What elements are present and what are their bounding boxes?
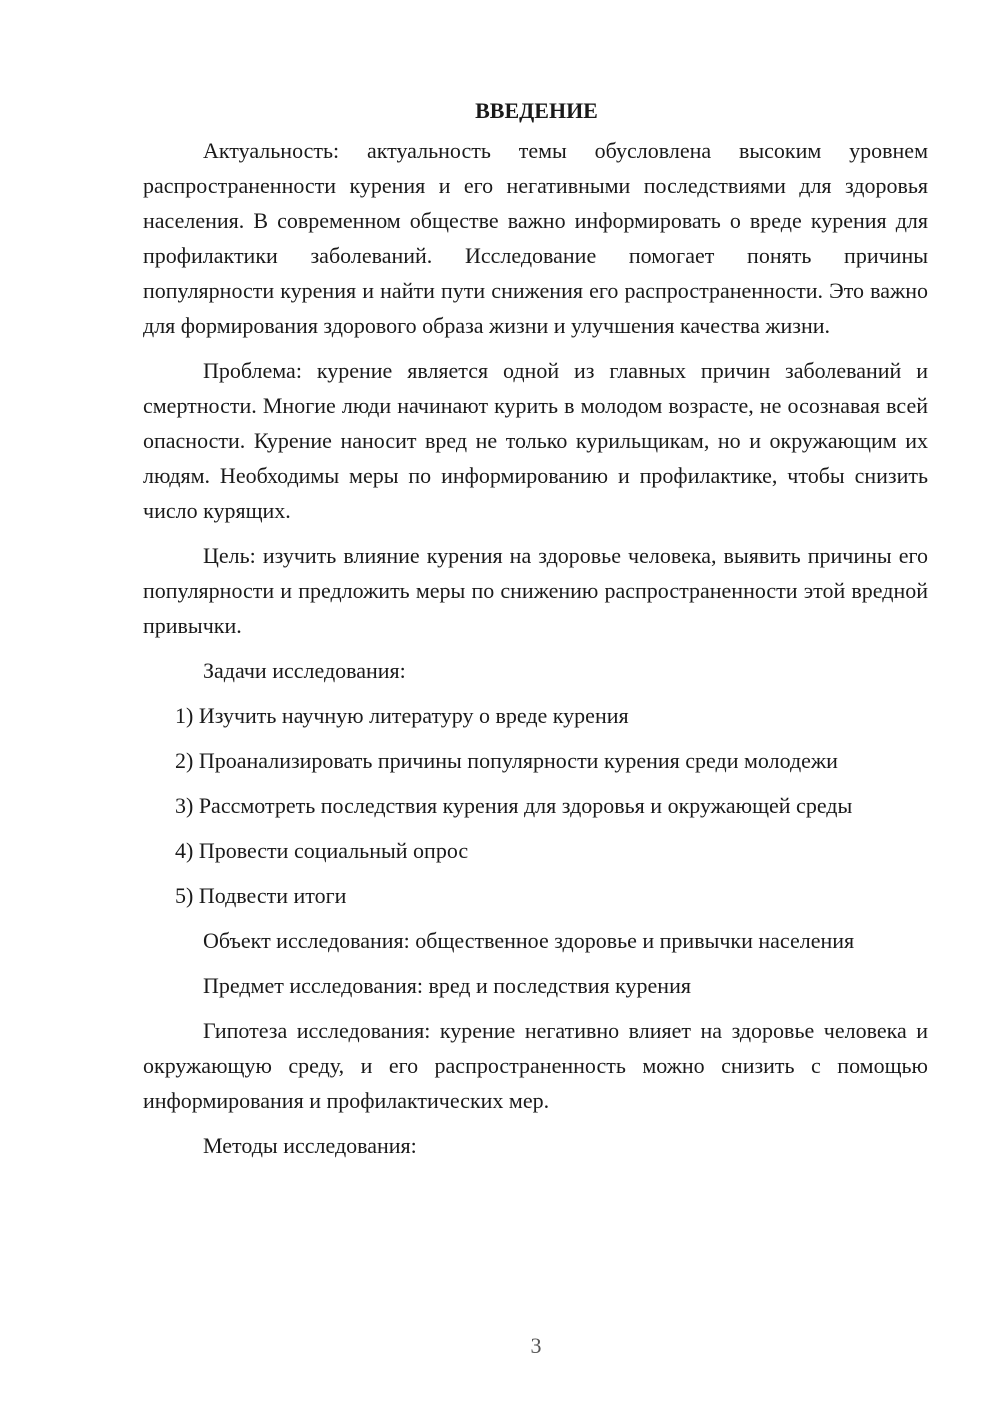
tasks-heading: Задачи исследования: bbox=[203, 658, 406, 683]
methods-heading: Методы исследования: bbox=[203, 1133, 417, 1158]
paragraph-relevance: Актуальность: актуальность темы обусловлена высоким уровнем распространенности курения и его негативными последствиями для здоровья населения. В современном обществе важно информировать о вреде курения для профилактики заболеваний. Исследование помогает понять причины популярности курения и найти пути снижения его распространенности. Это важно для формирования здорового образа жизни и улучшения качества жизни. bbox=[143, 138, 928, 338]
page-number: 3 bbox=[530, 1333, 542, 1358]
task-item-3: 3) Рассмотреть последствия курения для здоровья и окружающей среды bbox=[175, 793, 853, 818]
paragraph-subject: Предмет исследования: вред и последствия курения bbox=[203, 973, 691, 998]
paragraph-goal: Цель: изучить влияние курения на здоровье человека, выявить причины его популярности и предложить меры по снижению распространенности этой вредной привычки. bbox=[143, 543, 928, 638]
paragraph-object: Объект исследования: общественное здоровье и привычки населения bbox=[203, 928, 855, 953]
page-content bbox=[143, 93, 928, 1173]
page-title: ВВЕДЕНИЕ bbox=[475, 98, 598, 123]
task-item-2: 2) Проанализировать причины популярности курения среди молодежи bbox=[175, 748, 838, 773]
task-item-5: 5) Подвести итоги bbox=[175, 883, 347, 908]
paragraph-problem: Проблема: курение является одной из главных причин заболеваний и смертности. Многие люди начинают курить в молодом возрасте, не осознавая всей опасности. Курение наносит вред не только курильщикам, но и окружающим их людям. Необходимы меры по информированию и профилактике, чтобы снизить число курящих. bbox=[143, 358, 928, 523]
paragraph-hypothesis: Гипотеза исследования: курение негативно влияет на здоровье человека и окружающую среду, и его распространенность можно снизить с помощью информирования и профилактических мер. bbox=[143, 1018, 928, 1113]
task-item-1: 1) Изучить научную литературу о вреде курения bbox=[175, 703, 629, 728]
task-item-4: 4) Провести социальный опрос bbox=[175, 838, 469, 863]
